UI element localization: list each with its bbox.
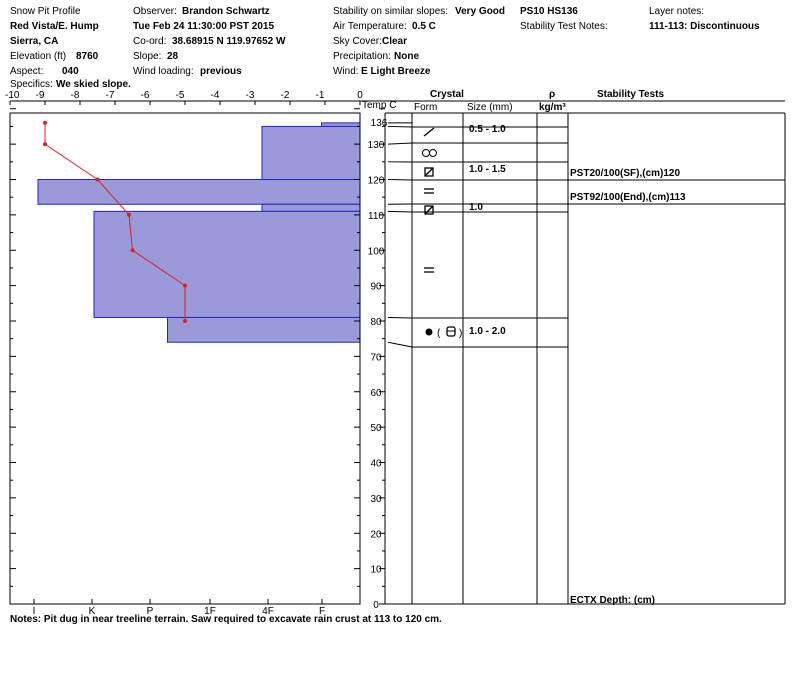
melt-dot [426, 329, 433, 336]
height-tick-label: 130 [367, 140, 385, 152]
temperature-tick-label: -9 [35, 90, 45, 101]
temperature-tick-label: -3 [245, 90, 255, 101]
paren-close: ) [459, 328, 463, 339]
crystal-size: 1.0 - 2.0 [469, 326, 506, 337]
height-tick-label: 70 [370, 352, 382, 364]
crystal-table [360, 101, 785, 604]
hardness-layer [262, 204, 360, 211]
observer-value: Brandon Schwartz [182, 6, 270, 17]
height-tick-label: 80 [370, 317, 382, 328]
layer-connector [388, 126, 412, 127]
wind-value: E Light Breeze [361, 66, 431, 77]
aspect-label: Aspect: [10, 66, 44, 77]
temperature-point [183, 284, 187, 288]
slope-label: Slope: [133, 51, 162, 62]
precip-value: None [394, 51, 419, 62]
size-column-header: Size (mm) [467, 102, 513, 113]
air-temp-value: 0.5 C [412, 21, 436, 32]
hardness-tick-label: F [318, 606, 326, 617]
coord-value: 38.68915 N 119.97652 W [172, 36, 286, 47]
facet-diag [425, 168, 433, 176]
specifics-value: We skied slope. [56, 79, 131, 90]
temperature-tick-label: -10 [5, 90, 20, 101]
layer-notes-label: Layer notes: [649, 6, 705, 17]
grain-circle [423, 150, 430, 157]
ectx-depth-label: ECTX Depth: (cm) [570, 595, 655, 606]
crystal-size: 1.0 - 1.5 [469, 164, 506, 175]
stability-test: PST92/100(End),(cm)113 [570, 192, 686, 203]
air-temp-label: Air Temperature: [333, 21, 407, 32]
height-tick-label: 0 [373, 600, 379, 611]
stability-test: PST20/100(SF),(cm)120 [570, 168, 681, 179]
density-column-header: ρ [549, 89, 556, 100]
temperature-tick-label: -8 [70, 90, 80, 101]
melt-freeze-crust-icon [424, 189, 434, 193]
height-tick-label: 50 [370, 423, 382, 435]
height-tick-label: 40 [370, 458, 382, 470]
pit-notes: Notes: Pit dug in near treeline terrain. Saw required to excavate rain crust at 113 to 120 cm. [10, 614, 442, 625]
layer-connector [388, 317, 412, 318]
hardness-layer [94, 211, 360, 317]
height-tick-label: 60 [370, 387, 382, 399]
hardness-tick-label: P [146, 606, 154, 617]
precip-particles-icon [424, 128, 434, 136]
hardness-tick-label: 4F [262, 606, 274, 617]
rounded-grains-icon [423, 150, 437, 157]
elevation-label: Elevation (ft) [10, 51, 67, 62]
temperature-point [127, 213, 131, 217]
melt-freeze-crust-icon [424, 268, 434, 272]
temperature-tick-label: -2 [280, 90, 290, 101]
ps-hs: PS10 HS136 [520, 6, 578, 17]
hardness-layer [38, 180, 360, 205]
facet-diag [425, 206, 433, 214]
sky-value: Clear [382, 36, 408, 47]
wind-loading-value: previous [200, 66, 242, 77]
hardness-layers [38, 123, 360, 342]
hardness-layer [322, 123, 361, 127]
temperature-point [96, 178, 100, 182]
temperature-tick-label: -5 [175, 90, 185, 101]
height-tick-label: 20 [370, 529, 382, 541]
hardness-tick-label: I [32, 606, 36, 617]
layer-connector [388, 143, 412, 144]
height-tick-label: 30 [370, 493, 382, 505]
temperature-tick-label: 0 [357, 90, 363, 101]
temperature-point [131, 248, 135, 252]
pit-title: Snow Pit Profile [10, 6, 81, 17]
height-tick-label: 110 [368, 210, 384, 222]
temperature-point [43, 121, 47, 125]
stability-value: Very Good [455, 6, 506, 17]
layer-notes-value: 111-113: Discontinuous [649, 21, 760, 32]
temperature-tick-label: -7 [105, 90, 115, 101]
aspect-value: 040 [62, 66, 79, 77]
location: Red Vista/E. Hump [10, 21, 99, 32]
wind-loading-label: Wind loading: [133, 66, 194, 77]
sky-label: Sky Cover: [333, 36, 382, 47]
observer-label: Observer: [133, 6, 177, 17]
precip-stroke [424, 128, 434, 136]
temperature-point [183, 319, 187, 323]
temperature-tick-label: -6 [140, 90, 150, 101]
stability-tests-header: Stability Tests [597, 89, 665, 100]
layer-connector [388, 180, 412, 181]
wind-label: Wind: [333, 66, 359, 77]
coord-label: Co-ord: [133, 36, 167, 47]
snow-height-label: 136 [370, 117, 388, 129]
form-column-header: Form [414, 102, 438, 113]
region: Sierra, CA [10, 36, 59, 47]
grain-circle [430, 150, 437, 157]
temperature-point [43, 142, 47, 146]
round-and-melt-icon [426, 327, 463, 339]
faceted-icon [425, 206, 433, 214]
hardness-layer [168, 317, 361, 342]
height-tick-label: 120 [367, 175, 385, 187]
hardness-tick-label: K [88, 606, 96, 617]
slope-value: 28 [167, 51, 179, 62]
specifics-label: Specifics: [10, 79, 53, 90]
temperature-tick-label: -1 [315, 90, 325, 101]
temperature-tick-label: -4 [210, 90, 220, 101]
height-tick-label: 10 [370, 564, 382, 576]
temp-column-header: Temp C [362, 100, 397, 111]
datetime: Tue Feb 24 11:30:00 PST 2015 [133, 21, 275, 32]
height-tick-label: 100 [367, 246, 385, 258]
crystal-size: 0.5 - 1.0 [469, 124, 506, 135]
density-unit: kg/m³ [539, 102, 566, 113]
layer-connector [388, 211, 412, 212]
stability-label: Stability on similar slopes: [333, 6, 449, 17]
faceted-icon [425, 168, 433, 176]
precip-label: Precipitation: [333, 51, 391, 62]
crystal-size: 1.0 [469, 202, 483, 213]
crystal-column-header: Crystal [430, 89, 464, 100]
elevation-value: 8760 [76, 51, 99, 62]
height-tick-label: 90 [370, 281, 382, 293]
layer-connector [388, 342, 412, 347]
hardness-layer [262, 126, 360, 179]
paren-open: ( [437, 328, 441, 339]
stability-notes-label: Stability Test Notes: [520, 21, 608, 32]
hardness-tick-label: 1F [204, 606, 216, 617]
